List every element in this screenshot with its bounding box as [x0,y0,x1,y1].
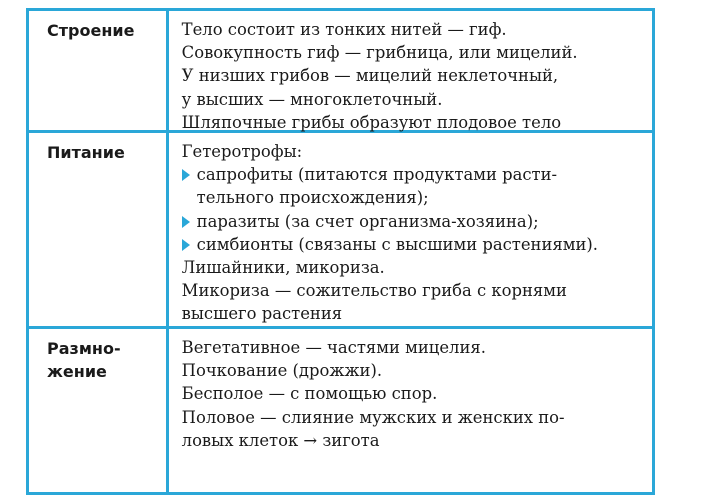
text-line: Лишайники, микориза. [181,258,385,278]
text-line: У низших грибов — мицелий неклеточный, [181,66,559,86]
bullet-triangle-icon [182,216,190,228]
label-line: Строение [47,21,135,40]
text-line: Почкование (дрожжи). [181,361,383,381]
row-label-reproduction [29,329,166,383]
text-line: Гетеротрофы: [181,142,303,161]
text-line: Шляпочные грибы образуют плодовое тело [181,112,562,132]
row-text-cell [167,10,653,132]
text-line: Бесполое — с помощью спор. [181,384,438,404]
row-label-cell [28,328,168,494]
nutrition-text [169,133,652,326]
table-row-nutrition [28,132,654,328]
text-line: высшего растения [181,304,343,324]
label-line: жение [47,362,107,381]
row-label-nutrition [29,133,166,164]
bullet-item [182,233,644,256]
bullet-item [182,210,644,233]
text-line: у высших — многоклеточный. [181,89,443,109]
text-line: ловых клеток → зигота [181,430,380,450]
bullet-text: симбионты (связаны с высшими растениями). [196,234,599,254]
table-row-structure [28,10,654,132]
structure-text [169,11,652,130]
bullet-text: сапрофиты (питаются продуктами расти- [196,165,558,185]
row-label-cell [28,132,168,328]
text-line: тельного происхождения); [196,188,429,208]
row-text-cell [167,328,653,494]
row-label-cell [28,10,168,132]
text-line: Микориза — сожительство гриба с корнями [181,281,567,301]
text-line: Половое — слияние мужских и женских по- [181,407,565,427]
fungi-table [26,8,655,495]
text-line: Вегетативное — частями мицелия. [181,338,486,357]
table-row-reproduction [28,328,654,494]
bullet-triangle-icon [182,239,190,251]
text-line: Тело состоит из тонких нитей — гиф. [181,20,507,39]
row-text-cell [167,132,653,328]
reproduction-text [169,329,652,492]
text-line: Совокупность гиф — грибница, или мицелий. [181,43,578,63]
bullet-item [182,163,644,186]
label-line: Размно- [47,339,121,358]
row-label-structure [29,11,166,42]
label-line: Питание [47,143,125,162]
bullet-triangle-icon [182,169,190,181]
bullet-text: паразиты (за счет организма-хозяина); [196,211,539,231]
